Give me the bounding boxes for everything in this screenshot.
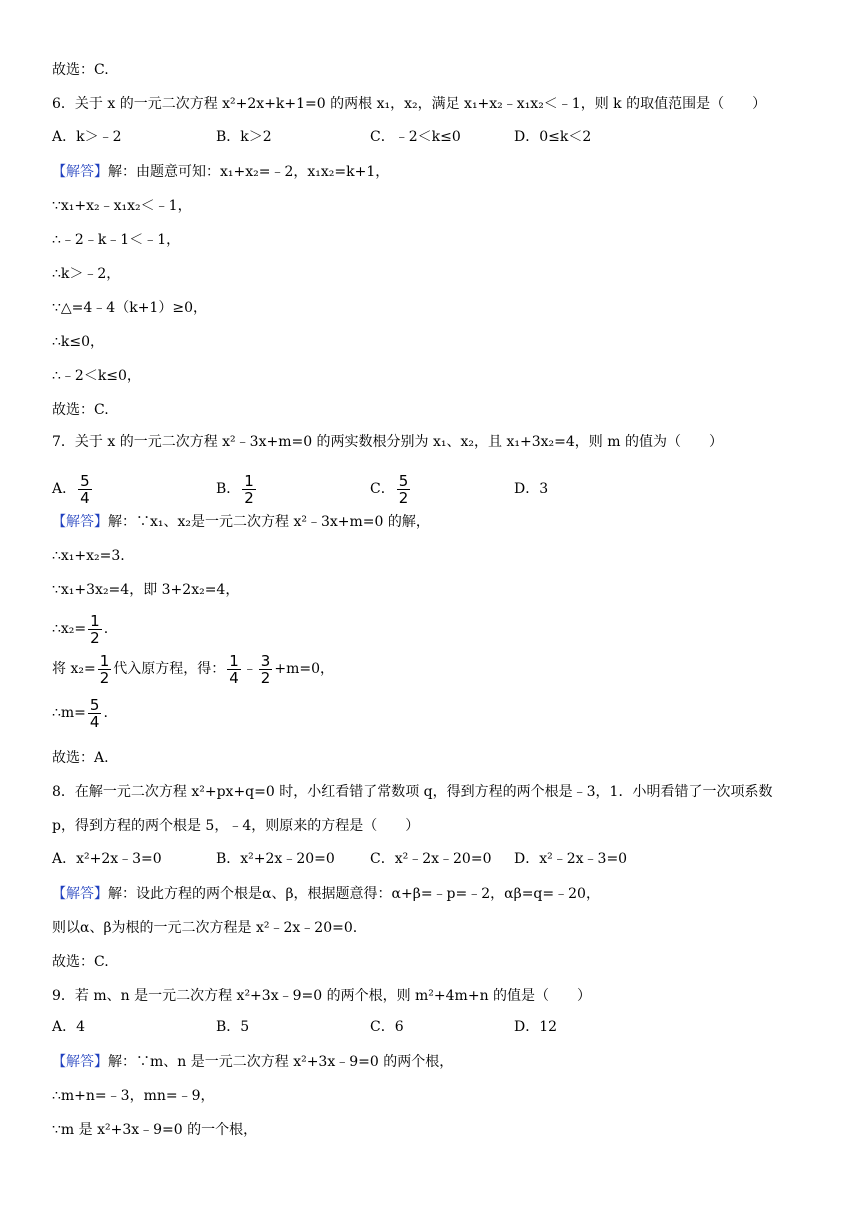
answer-line: ∴﹣2﹣k﹣1＜﹣1， [52, 232, 181, 248]
option-a: A．k＞﹣2 [52, 129, 122, 145]
answer-text: 将 x₂= [52, 661, 96, 677]
answer-tag: 【解答】 [52, 164, 108, 180]
fraction [259, 653, 273, 686]
answer-line: ∴m+n=﹣3，mn=﹣9， [52, 1088, 215, 1104]
answer-line: ∴x₁+x₂=3. [52, 548, 125, 564]
text-line: 故选：C. [52, 62, 109, 78]
question-8: 8．在解一元二次方程 x²+px+q=0 时，小红看错了常数项 q，得到方程的两个根是﹣3，1．小明看错了一次项系数 [52, 784, 773, 800]
answer-line: ∵m 是 x²+3x﹣9=0 的一个根， [52, 1122, 258, 1138]
question-9-options [52, 1016, 812, 1038]
question-8-cont: p，得到方程的两个根是 5，﹣4，则原来的方程是（ ） [52, 818, 420, 834]
question-7-options [52, 468, 812, 510]
denominator: 4 [80, 488, 90, 507]
numerator: 5 [80, 471, 90, 490]
answer-line: ∴k＞﹣2， [52, 266, 121, 282]
question-6-options [52, 126, 812, 148]
denominator: 2 [398, 488, 409, 507]
answer-line: ∵x₁+3x₂=4，即 3+2x₂=4， [52, 582, 240, 598]
option-d: D．3 [514, 481, 549, 497]
answer-text: 解：由题意可知：x₁+x₂=﹣2，x₁x₂=k+1， [108, 164, 390, 180]
option-c [370, 468, 412, 510]
answer-text: 解：∵x₁、x₂是一元二次方程 x²﹣3x+m=0 的解， [108, 514, 430, 530]
option-d: D．0≤k＜2 [514, 129, 592, 145]
numerator: 5 [398, 471, 409, 490]
question-7: 7．关于 x 的一元二次方程 x²﹣3x+m=0 的两实数根分别为 x₁、x₂，且 x₁+3x₂=4，则 m 的值为（ ） [52, 434, 723, 450]
fraction [242, 473, 256, 506]
question-6: 6．关于 x 的一元二次方程 x²+2x+k+1=0 的两根 x₁，x₂，满足 x₁+x₂﹣x₁x₂＜﹣1，则 k 的取值范围是（ ） [52, 96, 767, 112]
option-a [52, 468, 94, 510]
denominator: 2 [90, 628, 100, 647]
answer-line: 故选：C. [52, 954, 109, 970]
answer-9-line [52, 1052, 453, 1072]
answer-text: 代入原方程，得： [113, 661, 226, 677]
option-label: B． [216, 481, 241, 497]
answer-text: ∴x₂= [52, 621, 87, 637]
answer-line [52, 692, 108, 734]
answer-tag: 【解答】 [52, 886, 108, 902]
fraction [78, 473, 92, 506]
fraction [227, 653, 241, 686]
numerator: 1 [244, 471, 254, 490]
option-d: D．x²﹣2x﹣3=0 [514, 851, 628, 867]
fraction [397, 473, 411, 506]
question-9: 9．若 m、n 是一元二次方程 x²+3x﹣9=0 的两个根，则 m²+4m+n 的值是（ ） [52, 988, 592, 1004]
denominator: 2 [244, 488, 254, 507]
numerator: 1 [99, 651, 110, 670]
answer-8-line [52, 884, 600, 904]
answer-line [52, 608, 108, 650]
answer-text: +m=0， [274, 661, 334, 677]
answer-line [52, 648, 334, 690]
denominator: 2 [99, 668, 110, 687]
numerator: 3 [260, 651, 271, 670]
minus-sign: ﹣ [242, 661, 257, 677]
option-label: A． [52, 481, 77, 497]
option-b: B．k＞2 [216, 129, 272, 145]
period: . [103, 621, 109, 637]
answer-text: 解：∵m、n 是一元二次方程 x²+3x﹣9=0 的两个根， [108, 1054, 454, 1070]
denominator: 4 [229, 668, 239, 687]
fraction [88, 613, 102, 646]
answer-line: ∵x₁+x₂﹣x₁x₂＜﹣1， [52, 198, 192, 214]
numerator: 5 [89, 695, 100, 714]
option-c: C．6 [370, 1019, 404, 1035]
option-b: B．5 [216, 1019, 250, 1035]
option-a: A．4 [52, 1019, 86, 1035]
denominator: 2 [260, 668, 271, 687]
answer-line: 故选：C. [52, 402, 109, 418]
fraction [88, 697, 102, 730]
option-b: B．x²+2x﹣20=0 [216, 851, 335, 867]
answer-text: ∴m= [52, 705, 86, 721]
option-c: C．﹣2＜k≤0 [370, 129, 461, 145]
option-c: C．x²﹣2x﹣20=0 [370, 851, 492, 867]
option-a: A．x²+2x﹣3=0 [52, 851, 162, 867]
option-d: D．12 [514, 1019, 558, 1035]
answer-6-line [52, 162, 389, 182]
period: . [103, 705, 108, 721]
option-b [216, 468, 258, 510]
answer-7-line [52, 512, 430, 532]
question-8-options [52, 848, 812, 870]
answer-line: ∴k≤0， [52, 334, 105, 350]
denominator: 4 [89, 712, 100, 731]
answer-line: 则以α、β为根的一元二次方程是 x²﹣2x﹣20=0. [52, 920, 358, 936]
numerator: 1 [90, 611, 100, 630]
numerator: 1 [229, 651, 239, 670]
answer-line: 故选：A. [52, 750, 109, 766]
answer-text: 解：设此方程的两个根是α、β，根据题意得：α+β=﹣p=﹣2，αβ=q=﹣20， [108, 886, 600, 902]
fraction [98, 653, 112, 686]
answer-line: ∵△=4﹣4（k+1）≥0， [52, 300, 207, 316]
answer-line: ∴﹣2＜k≤0， [52, 368, 141, 384]
option-label: C． [370, 481, 395, 497]
answer-tag: 【解答】 [52, 1054, 108, 1070]
answer-tag: 【解答】 [52, 514, 108, 530]
